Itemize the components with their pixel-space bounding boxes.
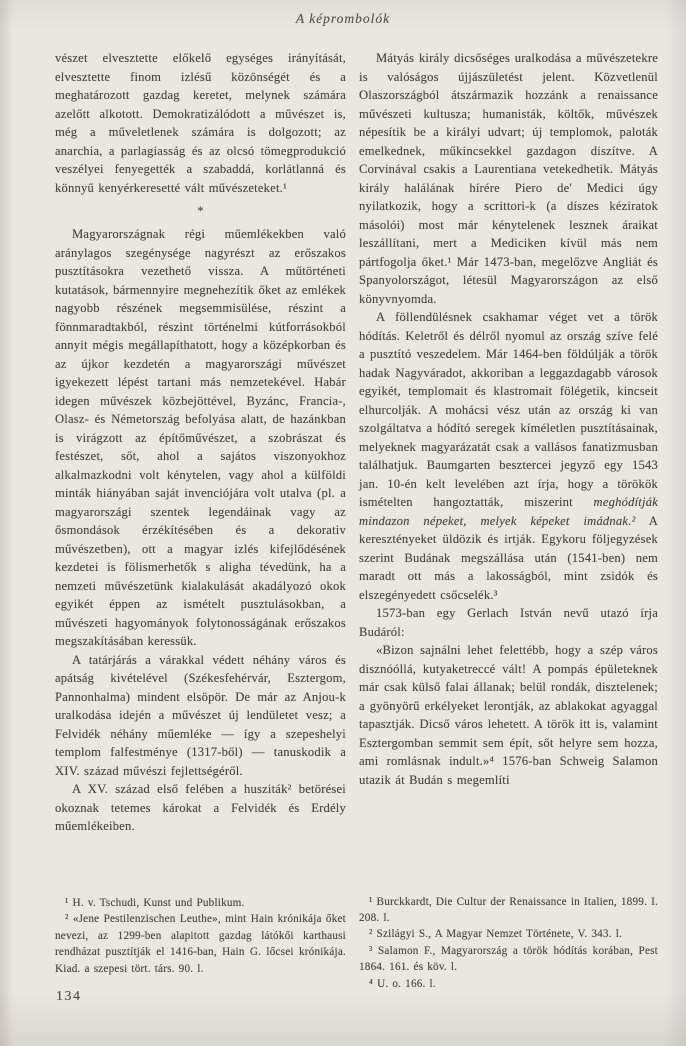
two-column-layout	[55, 49, 658, 992]
footnote: ² «Jene Pestilenzischen Leuthe», mint Hain krónikája őket nevezi, az 1299-ben alapitott gazdag látókői karthausi rendházat pusztítják el 1416-ban, Hain G. lőcsei krónikája. Kiad. a szepesi tört. társ. 90. l.	[55, 913, 346, 975]
right-column-body	[359, 49, 658, 789]
paragraph-text: A keresztényeket üldözik és irtják. Egykoru följegyzések szerint Budának megszállása után (1541-ben) nem maradt ott más a lakosságból, mint zsidók és elszegényedett csőcselék.³	[359, 513, 658, 602]
left-column	[55, 49, 346, 977]
paragraph: Mátyás király dicsőséges uralkodása a művészetekre is valóságos újjászületést jelent. Közvetlenül Olaszországból átszármazik hozzánk a renaissance művészeti kultusza; humanisták, költők, művészek népesítik be a királyi udvart; új templomok, paloták emelkednek, műkincsekkel gazdagon diszítve. A Corvinával csakis a Laurentiana vetekedhetik. Mátyás király halálának hírére Piero de' Medici úgy nyilatkozik, hogy a scrittori-k (a díszes kéziratok másolói) most már kénytelenek lesznek áraikat leszállítani, mert a Mediciken kívül más nem pártfogolja őket.¹ Már 1473-ban, megelőzve Angliát és Spanyolországot, létesül Magyarországon az első könyvnyomda.	[359, 51, 658, 306]
left-column-body	[55, 49, 346, 836]
paragraph: A tatárjárás a várakkal védett néhány város és apátság kivételével (Székesfehérvár, Esztergom, Pannonhalma) mindent elsöpör. De már az Anjou-k uralkodása idején a művészet új lendületet vesz; a Felvidék néhány műemléke — így a szepeshelyi templom falfestménye (1317-ből) — tanuskodik a XIV. század művészi fejlettségéről.	[55, 652, 346, 778]
paragraph-with-emphasis	[359, 308, 658, 604]
right-column	[359, 49, 658, 992]
left-column-footnotes	[55, 895, 346, 977]
footnote: ¹ Burckkardt, Die Cultur der Renaissance in Italien, 1899. I. 208. l.	[359, 895, 658, 924]
running-header-title: A képrombolók	[295, 11, 391, 26]
asterisk-section-separator: *	[197, 203, 204, 218]
emphasized-phrase: meghódítják mindazon népeket, melyek képeket imádnak.²	[359, 495, 658, 528]
footnote: ² Szilágyi S., A Magyar Nemzet Története, V. 343. l.	[369, 928, 622, 941]
page-number: 134	[56, 989, 82, 1004]
quotation-paragraph: «Bizon sajnálni lehet felettébb, hogy a szép város disznóóllá, kutyaketreccé vált! A pompás épületeknek már csak külső falai állanak; belül rondák, disztelenek; a gyönyörű erkélyeket lerontják, az ablakokat agyaggal tapasztják. Dicső város lehetett. A török itt is, valamint Esztergomban semmit sem épít, sőt helyre sem hozza, ami romlásnak indult.»⁴ 1576-ban Schweig Salamon utazik át Budán s megemlíti	[359, 643, 658, 787]
footnote: ⁴ U. o. 166. l.	[369, 977, 436, 990]
paragraph: Magyarországnak régi műemlékekben való aránylagos szegénysége nagyrészt az erőszakos pusztításokra vezethető vissza. A műtörténeti kutatások, bármennyire megnehezítik őket az emlékek nagyobb részének megsemmisülése, részint a fönnmaradtakból, részint történelmi kútforrásokból annyit mégis megállapíthatott, hogy a középkorban és az újkor kezdetén a magyarországi művészet igyekezett lépést tartani más nemzetekével. Habár idegen művészek közbejöttével, Byzánc, Francia-, Olasz- és Németország befolyása alatt, de hazánkban is virágzott az építőművészet, a szobrászat és festészet, sőt, ahol a sajátos viszonyokhoz alkalmazkodni volt kénytelen, vagy ahol a külföldi minták hiányában saját invenciójára volt utalva (pl. a magyarországi szentek legendáinak vagy az ősmondások érzékítésében és a dekorativ művészetben), ott a magyar izlés kifejlődésének kezdetei is fölismerhetők s aligha tévedünk, ha a nemzeti művészetünk kialakulását akadályozó okok egyikét éppen az ismételt pusztulásokban, a művészeti hagyományok folytonosságának erőszakos megszakításában keressük.	[55, 227, 346, 648]
paragraph: 1573-ban egy Gerlach István nevű utazó írja Budáról:	[359, 606, 658, 639]
footnote: ¹ H. v. Tschudi, Kunst und Publikum.	[65, 896, 245, 909]
paragraph-continued-from-previous-page: vészet elvesztette előkelő egységes irányítását, elvesztette finom izlésű közönségét és a meghatározott gazdag keretet, melynek számára azelőtt alkotott. Demokratizálódott a művészet is, még a műveletlenek számára is dolgozott; az anarchia, a parlagiasság és az olcsó tömegprodukció veszélyei fenyegették a szabaddá, korlátlanná és könnyű kenyérkeresetté vált művészeteket.¹	[55, 51, 346, 195]
paragraph-text: A föllendülésnek csakhamar véget vet a török hódítás. Keletről és délről nyomul az ország szíve felé a pusztító veszedelem. Már 1464-ben földúlják a török hadak Nagyváradot, akkoriban a leggazdagabb városok egyikét, templomait és klastromait fölégetik, kincseit elhurcolják. A mohácsi vész után az ország ki van szolgáltatva a hódító seregek kíméletlen pusztításainak, melyeknek magyarázatát csak a vallásos fanatizmusban találhatjuk. Baumgarten besztercei jegyző egy 1543 jan. 10-én kelt levelében azt írja, hogy a törökök ismételten hangoztatták, miszerint	[359, 310, 658, 509]
right-column-footnotes	[359, 894, 658, 992]
footnote: ³ Salamon F., Magyarország a török hódítás korában, Pest 1864. 161. és köv. l.	[359, 944, 658, 974]
paragraph: A XV. század első felében a husziták² betörései okoznak tetemes károkat a Felvidék és Erdély műemlékeiben.	[55, 782, 346, 833]
